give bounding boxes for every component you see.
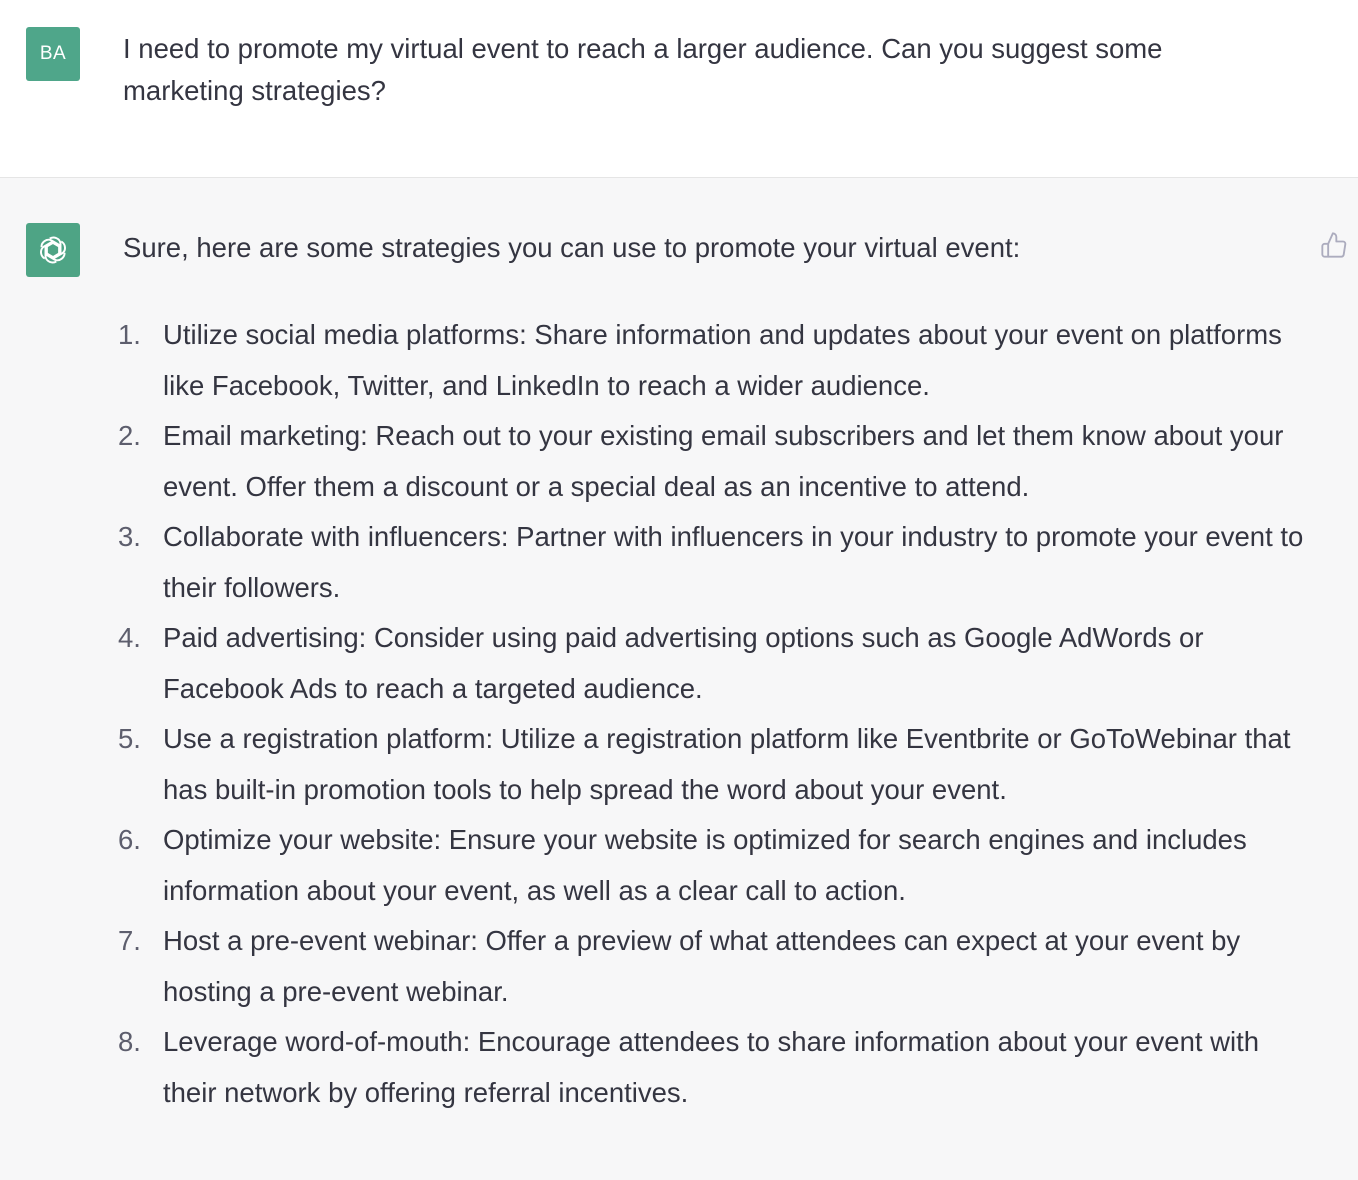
user-message-row [0,0,1358,178]
list-item-text: Optimize your website: Ensure your website is optimized for search engines and includes information about your event, as well as a clear call to action. [163,824,1247,906]
list-item [118,916,1308,1017]
strategy-list [118,310,1308,1118]
thumbs-up-button[interactable] [1318,228,1350,262]
assistant-intro-text: Sure, here are some strategies you can use to promote your virtual event: [123,232,1021,263]
list-item-number: 5. [118,723,141,754]
list-item-number: 2. [118,420,141,451]
list-item-text: Email marketing: Reach out to your existing email subscribers and let them know about your event. Offer them a discount or a special deal as an incentive to attend. [163,420,1284,502]
list-item-text: Host a pre-event webinar: Offer a preview of what attendees can expect at your event by hosting a pre-event webinar. [163,925,1241,1007]
list-item-text: Utilize social media platforms: Share information and updates about your event on platforms like Facebook, Twitter, and LinkedIn to reach a wider audience. [163,319,1282,401]
list-item-number: 8. [118,1026,141,1057]
list-item-number: 3. [118,521,141,552]
assistant-message-row [0,178,1358,1180]
list-item [118,714,1308,815]
user-message-text: I need to promote my virtual event to reach a larger audience. Can you suggest some marketing strategies? [123,33,1163,106]
list-item [118,310,1308,411]
list-item-text: Use a registration platform: Utilize a registration platform like Eventbrite or GoToWebinar that has built-in promotion tools to help spread the word about your event. [163,723,1291,805]
list-item [118,1017,1308,1118]
list-item-text: Leverage word-of-mouth: Encourage attendees to share information about your event with their network by offering referral incentives. [163,1026,1260,1108]
list-item [118,512,1308,613]
list-item-number: 1. [118,319,141,350]
list-item-number: 6. [118,824,141,855]
list-item [118,815,1308,916]
list-item [118,613,1308,714]
list-item-number: 7. [118,925,141,956]
list-item-text: Collaborate with influencers: Partner with influencers in your industry to promote your event to their followers. [163,521,1304,603]
openai-logo-icon [26,223,80,277]
user-avatar-initials: BA [39,43,67,64]
list-item-text: Paid advertising: Consider using paid advertising options such as Google AdWords or Facebook Ads to reach a targeted audience. [163,622,1204,704]
user-avatar [26,27,80,81]
list-item [118,411,1308,512]
thumbs-up-icon [1320,230,1348,260]
list-item-number: 4. [118,622,141,653]
